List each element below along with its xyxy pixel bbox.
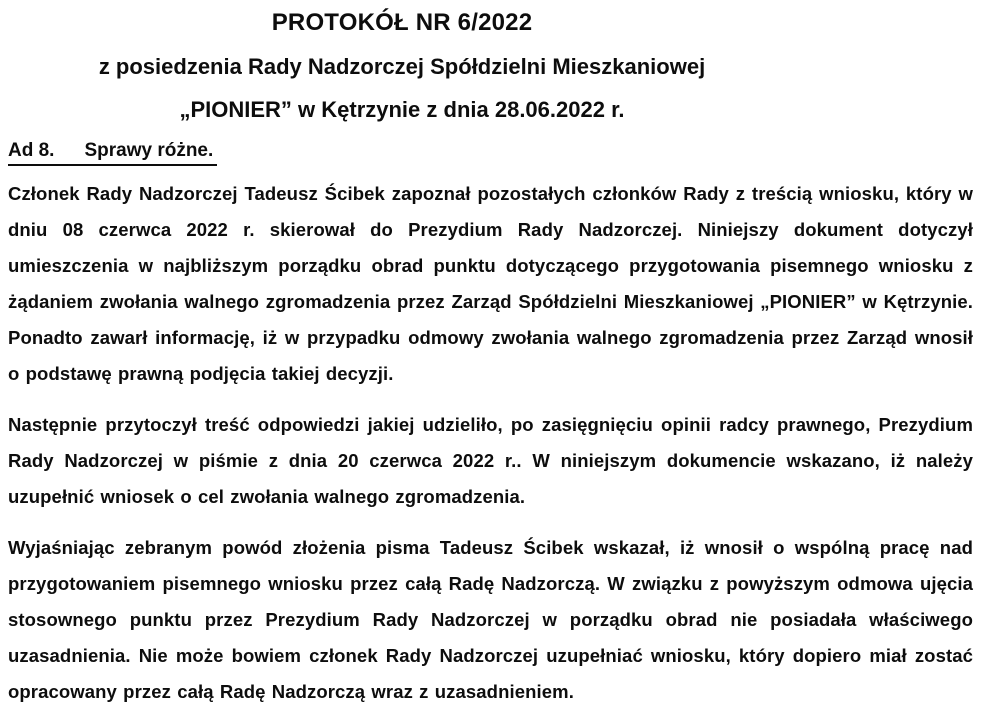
document-subtitle-line2: „PIONIER” w Kętrzynie z dnia 28.06.2022 r. xyxy=(179,97,625,122)
document-page xyxy=(8,0,973,710)
section-heading-underline xyxy=(8,140,217,166)
paragraph-2: Następnie przytoczył treść odpowiedzi jakiej udzieliło, po zasięgnięciu opinii radcy prawnego, Prezydium Rady Nadzorczej w piśmie z dnia 20 czerwca 2022 r.. W niniejszym dokumencie wskazano, iż należy uzupełnić wniosek o cel zwołania walnego zgromadzenia. xyxy=(8,414,973,507)
document-body xyxy=(8,176,973,710)
section-heading xyxy=(8,140,973,166)
document-subtitle-line1: z posiedzenia Rady Nadzorczej Spółdzielni Mieszkaniowej xyxy=(98,54,706,79)
paragraph-1: Członek Rady Nadzorczej Tadeusz Ścibek zapoznał pozostałych członków Rady z treścią wniosku, który w dniu 08 czerwca 2022 r. skierował do Prezydium Rady Nadzorczej. Niniejszy dokument dotyczył umieszczenia w najbliższym porządku obrad punktu dotyczącego przygotowania pisemnego wniosku z żądaniem zwołania walnego zgromadzenia przez Zarząd Spółdzielni Mieszkaniowej „PIONIER” w Kętrzynie. Ponadto zawarł informację, iż w przypadku odmowy zwołania walnego zgromadzenia przez Zarząd wnosił o podstawę prawną podjęcia takiej decyzji. xyxy=(8,183,973,384)
section-title: Sprawy różne. xyxy=(84,140,214,161)
section-number: Ad 8. xyxy=(8,140,55,161)
document-header xyxy=(8,0,796,123)
paragraph-3: Wyjaśniając zebranym powód złożenia pisma Tadeusz Ścibek wskazał, iż wnosił o wspólną pracę nad przygotowaniem pisemnego wniosku przez całą Radę Nadzorczą. W związku z powyższym odmowa ujęcia stosownego punktu przez Prezydium Rady Nadzorczej w porządku obrad nie posiadała właściwego uzasadnienia. Nie może bowiem członek Rady Nadzorczej uzupełniać wniosku, który dopiero miał zostać opracowany przez całą Radę Nadzorczą wraz z uzasadnieniem. xyxy=(8,537,973,702)
document-title: PROTOKÓŁ NR 6/2022 xyxy=(271,9,533,36)
